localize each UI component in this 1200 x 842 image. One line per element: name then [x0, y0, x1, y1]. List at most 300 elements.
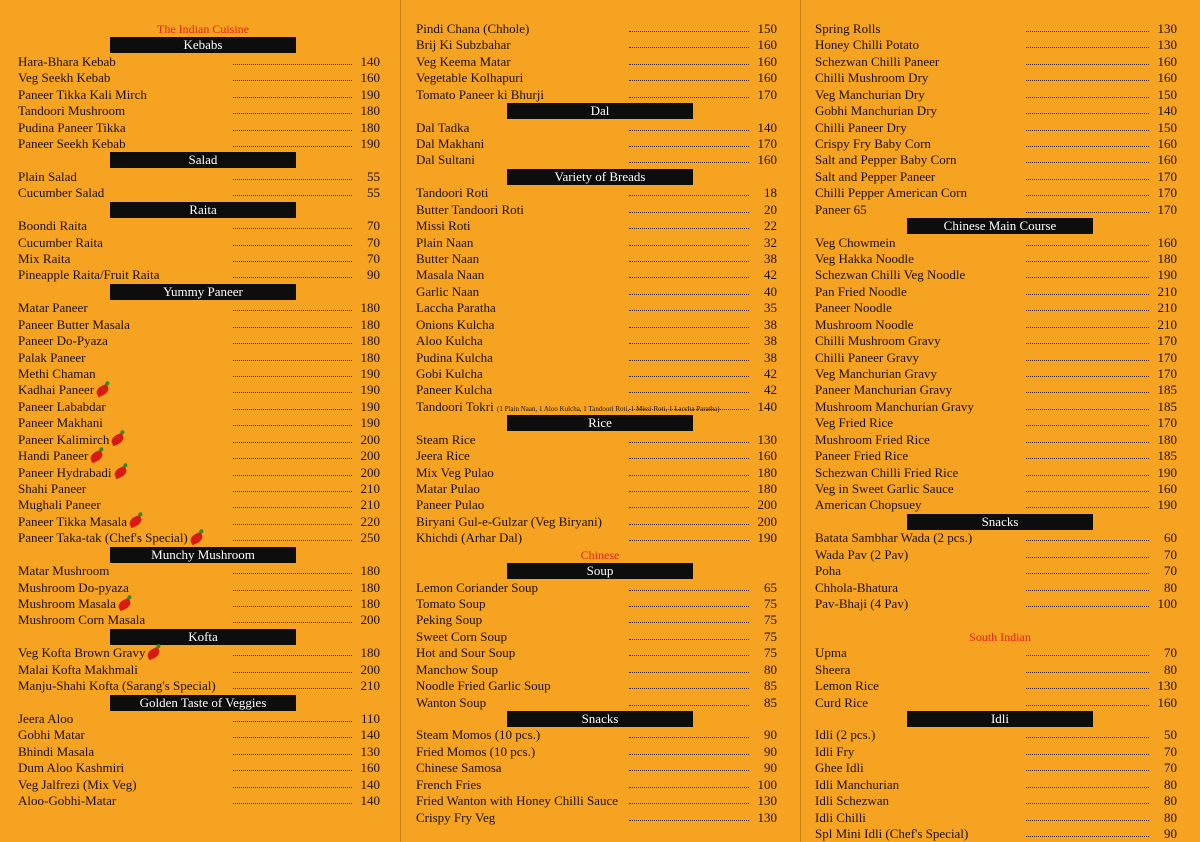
menu-item-price: 160	[1157, 234, 1177, 250]
menu-item	[815, 350, 1177, 366]
chili-pepper-icon	[110, 433, 126, 447]
menu-item-name	[416, 399, 720, 417]
menu-item	[815, 152, 1177, 168]
menu-item-label: Laccha Paratha	[416, 300, 496, 316]
dot-leader	[629, 820, 749, 821]
menu-item-label: Lemon Rice	[815, 678, 879, 694]
menu-item-name	[18, 448, 103, 464]
menu-item-name	[416, 333, 483, 349]
menu-item	[815, 744, 1177, 760]
menu-item	[815, 793, 1177, 809]
menu-item-label: Idli Chilli	[815, 809, 866, 825]
menu-item-label: Boondi Raita	[18, 218, 87, 234]
menu-item-name	[18, 70, 110, 86]
dot-leader	[233, 787, 352, 788]
menu-item-name	[18, 563, 109, 579]
menu-item-price: 80	[1164, 776, 1177, 792]
menu-item	[18, 317, 380, 333]
menu-item-label: Pan Fried Noodle	[815, 283, 907, 299]
menu-item-label: Steam Momos (10 pcs.)	[416, 727, 541, 743]
menu-item	[815, 37, 1177, 53]
menu-item-label: Manchow Soup	[416, 661, 498, 677]
menu-item-name	[815, 300, 892, 316]
menu-item-price: 190	[1157, 267, 1177, 283]
menu-item-price: 210	[1157, 283, 1177, 299]
menu-item	[416, 235, 777, 251]
menu-item-label: Jeera Aloo	[18, 711, 74, 727]
dot-leader	[233, 590, 352, 591]
menu-item-label: Masala Naan	[416, 267, 485, 283]
menu-item	[416, 432, 777, 448]
menu-item-name	[416, 267, 484, 283]
menu-item-price: 160	[1157, 694, 1177, 710]
menu-item-label: Mushroom Masala	[18, 596, 116, 612]
menu-item-name	[18, 497, 101, 513]
menu-item-price: 180	[360, 119, 380, 135]
menu-item-label: Mix Veg Pulao	[416, 464, 494, 480]
menu-item-label: Tomato Soup	[416, 596, 486, 612]
menu-item	[815, 547, 1177, 563]
menu-item	[18, 267, 380, 283]
menu-item	[18, 497, 380, 513]
menu-item	[815, 333, 1177, 349]
dot-leader	[629, 655, 749, 656]
menu-item-label: Gobi Kulcha	[416, 366, 483, 382]
menu-item-name	[416, 645, 515, 661]
menu-item-label: Batata Sambhar Wada (2 pcs.)	[815, 530, 973, 546]
dot-leader	[1026, 458, 1149, 459]
menu-item	[18, 169, 380, 185]
menu-item-label: Veg Jalfrezi (Mix Veg)	[18, 776, 137, 792]
menu-item-price: 160	[1157, 152, 1177, 168]
menu-item-label: Paneer Seekh Kebab	[18, 136, 126, 151]
menu-item-price: 80	[1164, 661, 1177, 677]
menu-item	[18, 218, 380, 234]
chili-pepper-icon	[128, 515, 144, 529]
menu-item	[18, 645, 380, 661]
menu-item-price: 150	[757, 21, 777, 36]
menu-item-label: Tomato Paneer ki Bhurji	[416, 86, 544, 102]
dot-leader	[1026, 409, 1149, 410]
menu-item	[18, 103, 380, 119]
dot-leader	[1026, 376, 1149, 377]
dot-leader	[629, 294, 749, 295]
menu-item-label: Poha	[815, 563, 841, 579]
menu-item	[416, 350, 777, 366]
dot-leader	[1026, 754, 1149, 755]
menu-item	[416, 662, 777, 678]
menu-item	[18, 350, 380, 366]
menu-item-name	[815, 596, 908, 612]
menu-item-name	[815, 580, 898, 596]
menu-item	[18, 87, 380, 103]
menu-item-price: 38	[764, 333, 777, 349]
menu-item-label: Cucumber Salad	[18, 185, 105, 201]
dot-leader	[629, 195, 749, 196]
menu-item-label: Gobhi Matar	[18, 727, 85, 743]
menu-item-price: 40	[764, 283, 777, 299]
menu-item-label: Veg Manchurian Gravy	[815, 366, 938, 382]
menu-item-label: Pav-Bhaji (4 Pav)	[815, 596, 909, 612]
menu-item-price: 70	[1164, 743, 1177, 759]
dot-leader	[1026, 97, 1149, 98]
menu-item-name	[815, 826, 968, 842]
menu-item-price: 18	[764, 185, 777, 201]
menu-item	[815, 251, 1177, 267]
menu-item	[18, 251, 380, 267]
menu-item-price: 160	[757, 53, 777, 69]
menu-item	[416, 218, 777, 234]
cuisine-title-south-indian: South Indian	[969, 629, 1031, 644]
dot-leader	[629, 639, 749, 640]
column-divider	[800, 0, 801, 842]
menu-item	[815, 185, 1177, 201]
dot-leader	[629, 146, 749, 147]
chili-pepper-icon	[188, 532, 204, 546]
menu-item-name	[18, 662, 138, 678]
menu-item	[416, 185, 777, 201]
menu-item-label: Spring Rolls	[815, 21, 881, 36]
dot-leader	[629, 491, 749, 492]
menu-item-label: Crispy Fry Veg	[416, 809, 496, 825]
menu-item-price: 22	[764, 218, 777, 234]
dot-leader	[233, 179, 352, 180]
dot-leader	[1026, 507, 1149, 508]
menu-item	[18, 744, 380, 760]
menu-item	[18, 465, 380, 481]
menu-item-label: Aloo Kulcha	[416, 333, 483, 349]
menu-item-price: 180	[360, 103, 380, 119]
dot-leader	[1026, 64, 1149, 65]
dot-leader	[629, 540, 749, 541]
menu-item-label: Veg Keema Matar	[416, 53, 511, 69]
menu-item-name	[815, 810, 866, 826]
menu-item-price: 200	[360, 464, 380, 480]
menu-item-name	[416, 382, 492, 398]
menu-item-name	[416, 580, 538, 596]
menu-item-price: 150	[1157, 119, 1177, 135]
menu-item-label: Chilli Paneer Dry	[815, 119, 907, 135]
menu-item	[18, 136, 380, 152]
menu-item-name	[416, 481, 480, 497]
menu-item-price: 42	[764, 382, 777, 398]
menu-item	[815, 267, 1177, 283]
menu-item-label: Steam Rice	[416, 431, 476, 447]
menu-item-price: 160	[757, 70, 777, 86]
menu-item	[416, 612, 777, 628]
dot-leader	[233, 277, 352, 278]
menu-item-name	[416, 695, 486, 711]
menu-item	[416, 382, 777, 398]
menu-item-name	[18, 120, 126, 136]
menu-item-name	[18, 103, 125, 119]
menu-item	[815, 432, 1177, 448]
menu-item-name	[815, 87, 925, 103]
menu-item-label: Onions Kulcha	[416, 316, 495, 332]
menu-item-name	[416, 185, 488, 201]
dot-leader	[1026, 573, 1149, 574]
menu-item-label: Fried Momos (10 pcs.)	[416, 743, 536, 759]
menu-item-name	[815, 678, 879, 694]
menu-item	[18, 711, 380, 727]
menu-item-price: 90	[1164, 826, 1177, 842]
menu-item	[18, 399, 380, 415]
menu-item-price: 42	[764, 267, 777, 283]
menu-item-label: Mix Raita	[18, 251, 71, 267]
dot-leader	[1026, 655, 1149, 656]
menu-item-price: 70	[1164, 546, 1177, 562]
menu-item-name	[815, 497, 922, 513]
menu-item-price: 60	[1164, 530, 1177, 546]
menu-item-name	[815, 120, 907, 136]
menu-item	[815, 448, 1177, 464]
dot-leader	[1026, 343, 1149, 344]
menu-item-label: Salt and Pepper Baby Corn	[815, 152, 957, 168]
dot-leader	[1026, 212, 1149, 213]
menu-item-name	[18, 760, 124, 776]
menu-item-price: 55	[367, 168, 380, 184]
menu-item-price: 200	[360, 661, 380, 677]
menu-item-label: Paneer Kalimirch	[18, 431, 110, 447]
menu-item-note: (1 Plain Naan, 1 Aloo Kulcha, 1 Tandoori Roti, 1 Missi Roti, 1 Laccha Paratha)	[496, 404, 720, 413]
menu-item-name	[815, 284, 907, 300]
menu-item-label: Matar Mushroom	[18, 563, 110, 579]
menu-item-name	[18, 678, 216, 694]
section-header-soup: Soup	[507, 563, 693, 579]
menu-item-price: 70	[367, 218, 380, 234]
menu-item-name	[416, 350, 493, 366]
menu-item-price: 130	[1157, 678, 1177, 694]
menu-item-name	[416, 760, 502, 776]
menu-item-label: Idli Schezwan	[815, 793, 890, 809]
menu-item-price: 80	[1164, 579, 1177, 595]
menu-item-label: Bhindi Masala	[18, 743, 95, 759]
menu-item-name	[815, 415, 893, 431]
menu-item-price: 65	[764, 579, 777, 595]
menu-item	[416, 267, 777, 283]
menu-item-name	[18, 530, 203, 546]
menu-item-name	[18, 333, 108, 349]
menu-item-name	[416, 136, 484, 152]
dot-leader	[629, 97, 749, 98]
menu-item	[416, 596, 777, 612]
menu-item-label: Khichdi (Arhar Dal)	[416, 530, 523, 546]
menu-column-3	[815, 0, 1177, 842]
menu-item-price: 32	[764, 234, 777, 250]
menu-item-price: 140	[360, 793, 380, 809]
menu-item	[815, 497, 1177, 513]
menu-item-label: Pindi Chana (Chhole)	[416, 21, 530, 36]
menu-item-price: 200	[360, 612, 380, 628]
dot-leader	[1026, 179, 1149, 180]
menu-item-label: Idli Manchurian	[815, 776, 900, 792]
menu-item-price: 180	[360, 596, 380, 612]
menu-item-price: 190	[360, 382, 380, 398]
menu-item-name	[815, 70, 928, 86]
menu-item-price: 180	[757, 481, 777, 497]
menu-item-label: Pudina Kulcha	[416, 349, 493, 365]
dot-leader	[1026, 31, 1149, 32]
menu-item-name	[416, 678, 551, 694]
menu-item-name	[416, 218, 471, 234]
menu-item	[815, 530, 1177, 546]
menu-item-price: 130	[757, 431, 777, 447]
menu-item-name	[18, 711, 73, 727]
dot-leader	[1026, 803, 1149, 804]
menu-item-price: 130	[757, 793, 777, 809]
menu-item-label: Vegetable Kolhapuri	[416, 70, 524, 86]
dot-leader	[629, 458, 749, 459]
menu-item	[815, 810, 1177, 826]
menu-item-price: 130	[360, 743, 380, 759]
menu-item	[416, 760, 777, 776]
dot-leader	[1026, 836, 1149, 837]
menu-item-name	[18, 645, 160, 661]
dot-leader	[1026, 557, 1149, 558]
menu-item-name	[815, 169, 935, 185]
menu-item-price: 110	[360, 711, 380, 727]
menu-item	[815, 596, 1177, 612]
dot-leader	[629, 622, 749, 623]
menu-column-1	[18, 0, 380, 842]
dot-leader	[1026, 245, 1149, 246]
menu-item	[416, 70, 777, 86]
dot-leader	[1026, 672, 1149, 673]
menu-item-price: 170	[1157, 349, 1177, 365]
menu-item-price: 160	[757, 448, 777, 464]
menu-item	[416, 497, 777, 513]
menu-item-name	[416, 21, 529, 37]
menu-item-name	[416, 448, 470, 464]
column-divider	[400, 0, 401, 842]
menu-item-name	[815, 267, 965, 283]
menu-item-price: 140	[360, 727, 380, 743]
menu-item	[416, 152, 777, 168]
menu-item	[416, 645, 777, 661]
menu-item-name	[815, 350, 919, 366]
dot-leader	[629, 442, 749, 443]
menu-item-price: 160	[360, 760, 380, 776]
menu-item	[18, 514, 380, 530]
dot-leader	[1026, 277, 1149, 278]
menu-item-label: Dal Sultani	[416, 152, 475, 168]
menu-item	[815, 366, 1177, 382]
section-header-munchy-mushroom: Munchy Mushroom	[110, 547, 296, 563]
menu-item	[815, 284, 1177, 300]
menu-item-name	[18, 399, 106, 415]
menu-item-label: Methi Chaman	[18, 366, 96, 382]
menu-item-price: 210	[360, 481, 380, 497]
menu-item-price: 190	[360, 136, 380, 151]
dot-leader	[629, 343, 749, 344]
menu-item-label: Paneer Tikka Masala	[18, 513, 128, 529]
dot-leader	[629, 47, 749, 48]
menu-item-price: 35	[764, 300, 777, 316]
dot-leader	[629, 162, 749, 163]
dot-leader	[1026, 705, 1149, 706]
menu-item-name	[18, 218, 87, 234]
menu-item-name	[416, 629, 507, 645]
dot-leader	[233, 113, 352, 114]
menu-item-label: Schezwan Chilli Veg Noodle	[815, 267, 966, 283]
menu-item-name	[416, 514, 602, 530]
menu-item-name	[18, 415, 103, 431]
menu-item-price: 170	[1157, 366, 1177, 382]
menu-item-price: 180	[360, 316, 380, 332]
dot-leader	[1026, 80, 1149, 81]
dot-leader	[233, 524, 352, 525]
menu-item-price: 140	[757, 398, 777, 414]
dot-leader	[233, 754, 352, 755]
dot-leader	[233, 64, 352, 65]
menu-item-name	[18, 596, 131, 612]
menu-item	[416, 810, 777, 826]
section-header-kebabs: Kebabs	[110, 37, 296, 53]
dot-leader	[1026, 540, 1149, 541]
menu-item	[815, 70, 1177, 86]
dot-leader	[1026, 820, 1149, 821]
menu-item-price: 160	[1157, 481, 1177, 497]
chili-pepper-icon	[146, 647, 162, 661]
dot-leader	[1026, 442, 1149, 443]
menu-item-price: 70	[367, 234, 380, 250]
dot-leader	[1026, 47, 1149, 48]
menu-item-label: Pudina Paneer Tikka	[18, 119, 126, 135]
menu-item	[18, 563, 380, 579]
menu-item-price: 85	[764, 694, 777, 710]
cuisine-title-chinese: Chinese	[580, 547, 620, 562]
menu-item	[18, 382, 380, 398]
menu-item	[416, 481, 777, 497]
dot-leader	[629, 64, 749, 65]
dot-leader	[233, 507, 352, 508]
menu-item-name	[18, 777, 137, 793]
menu-item	[815, 136, 1177, 152]
menu-item-label: Mushroom Fried Rice	[815, 431, 930, 447]
menu-item-label: Palak Paneer	[18, 349, 86, 365]
menu-item-name	[416, 744, 535, 760]
menu-item-label: Peking Soup	[416, 612, 483, 628]
menu-item-name	[815, 448, 908, 464]
menu-item	[416, 202, 777, 218]
dot-leader	[629, 392, 749, 393]
menu-item-label: Manju-Shahi Kofta (Sarang's Special)	[18, 678, 216, 694]
menu-item	[18, 678, 380, 694]
menu-item-label: Malai Kofta Makhmali	[18, 661, 138, 677]
menu-item	[815, 54, 1177, 70]
menu-item	[416, 136, 777, 152]
menu-item-price: 75	[764, 628, 777, 644]
menu-item	[18, 448, 380, 464]
menu-item-price: 80	[1164, 809, 1177, 825]
menu-item	[18, 333, 380, 349]
menu-item	[416, 629, 777, 645]
dot-leader	[233, 803, 352, 804]
menu-item-name	[416, 810, 495, 826]
dot-leader	[233, 622, 352, 623]
dot-leader	[629, 524, 749, 525]
menu-item	[18, 300, 380, 316]
section-header-golden-taste-of-veggies: Golden Taste of Veggies	[110, 695, 296, 711]
menu-item	[815, 465, 1177, 481]
menu-item-label: Paneer Pulao	[416, 497, 485, 513]
menu-item	[815, 415, 1177, 431]
menu-item-label: Mushroom Corn Masala	[18, 612, 146, 628]
menu-item-name	[815, 21, 880, 37]
menu-item-price: 90	[367, 267, 380, 283]
dot-leader	[1026, 392, 1149, 393]
menu-item-name	[815, 251, 914, 267]
